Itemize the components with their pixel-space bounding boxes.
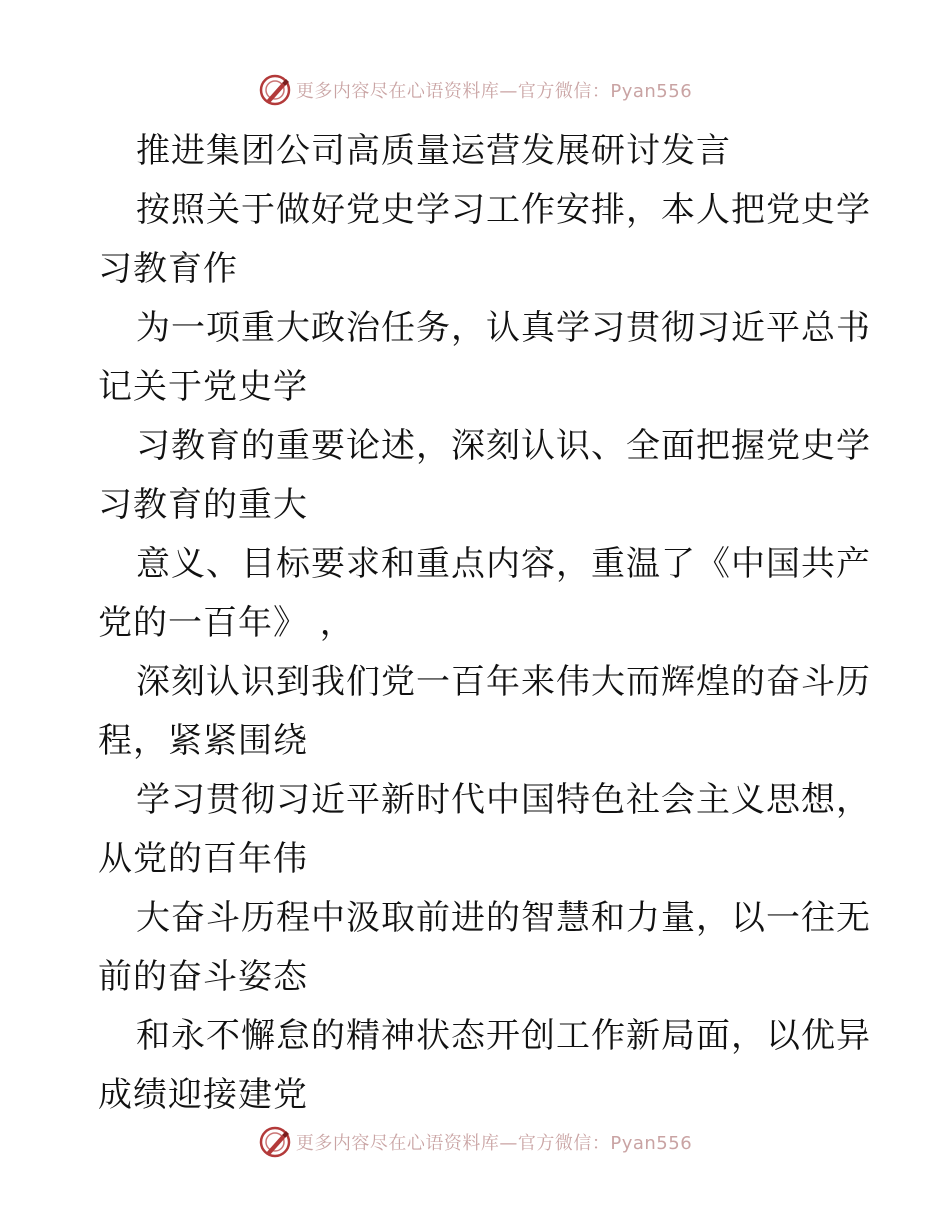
paragraph-line: 习教育的重大 [98, 485, 308, 525]
paragraph-line: 习教育的重要论述，深刻认识、全面把握党史学 [136, 426, 871, 466]
paragraph-line: 习教育作 [98, 249, 238, 289]
header-watermark [0, 70, 950, 110]
paragraph-line: 深刻认识到我们党一百年来伟大而辉煌的奋斗历 [136, 662, 871, 702]
paragraph-line: 和永不懈怠的精神状态开创工作新局面，以优异 [136, 1016, 871, 1056]
paragraph-line: 党的一百年》 ， [98, 603, 355, 643]
watermark-text: 更多内容尽在心语资料库—官方微信：Pyan556 [295, 1133, 693, 1154]
paragraph-line: 记关于党史学 [98, 367, 308, 407]
document-title: 推进集团公司高质量运营发展研讨发言 [136, 131, 731, 171]
paragraph-line: 程，紧紧围绕 [98, 721, 308, 761]
paragraph-line: 前的奋斗姿态 [98, 957, 308, 997]
paragraph-line: 学习贯彻习近平新时代中国特色社会主义思想， [136, 780, 871, 820]
watermark-text: 更多内容尽在心语资料库—官方微信：Pyan556 [295, 81, 693, 102]
paragraph-line: 大奋斗历程中汲取前进的智慧和力量，以一往无 [136, 898, 871, 938]
paragraph-line: 为一项重大政治任务，认真学习贯彻习近平总书 [136, 308, 871, 348]
pen-logo-icon [258, 1125, 292, 1159]
footer-watermark [0, 1122, 950, 1162]
paragraph-line: 按照关于做好党史学习工作安排，本人把党史学 [136, 190, 871, 230]
document-body [98, 122, 871, 1125]
pen-logo-icon [258, 73, 292, 107]
paragraph-line: 意义、目标要求和重点内容，重温了《中国共产 [136, 544, 871, 584]
paragraph-line: 从党的百年伟 [98, 839, 308, 879]
paragraph-line: 成绩迎接建党 [98, 1075, 308, 1115]
